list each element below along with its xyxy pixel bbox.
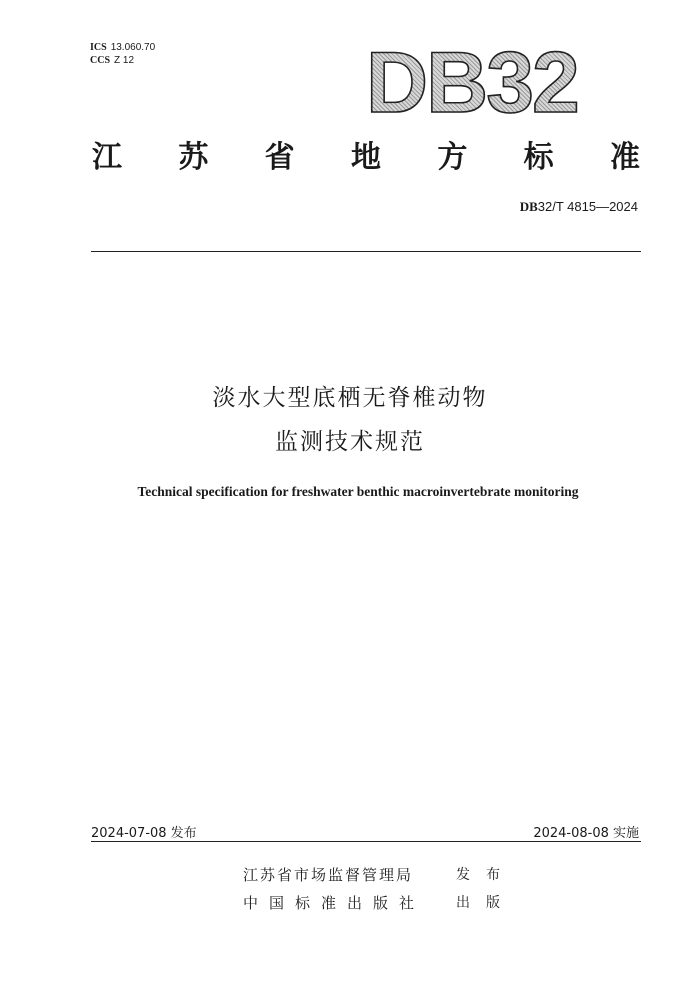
action-block — [456, 861, 516, 917]
standard-type-char: 苏 — [178, 140, 209, 175]
standard-type-char: 方 — [437, 140, 468, 175]
ics-code: ICS 13.060.70 — [90, 42, 156, 53]
publisher-action: 出版 — [456, 895, 516, 911]
standard-type-char: 地 — [350, 140, 381, 175]
standard-type-heading — [92, 140, 640, 176]
issuer-action: 发布 — [456, 867, 516, 883]
header-divider — [91, 251, 641, 252]
issuer-name: 江苏省市场监督管理局 — [243, 866, 414, 884]
standard-number: DB32/T 4815—2024 — [519, 199, 638, 214]
footer-divider — [91, 841, 641, 842]
organization-block — [243, 861, 425, 917]
ccs-code: CCS Z 12 — [90, 55, 135, 66]
publisher-name: 中国标准出版社 — [243, 894, 426, 912]
implement-date: 2024-08-08 实施 — [533, 826, 639, 841]
title-zh-line1: 淡水大型底栖无脊椎动物 — [212, 385, 488, 411]
standard-type-char: 省 — [264, 140, 295, 175]
release-date: 2024-07-08 发布 — [91, 826, 197, 841]
db32-logo: DB32 — [366, 35, 578, 131]
standard-type-char: 江 — [92, 140, 122, 175]
title-zh-line2: 监测技术规范 — [275, 429, 425, 455]
standard-type-char: 准 — [609, 140, 640, 175]
classification-codes — [90, 41, 155, 67]
standard-type-char: 标 — [523, 140, 554, 175]
title-en: Technical specification for freshwater benthic macroinvertebrate monitoring — [137, 484, 579, 499]
